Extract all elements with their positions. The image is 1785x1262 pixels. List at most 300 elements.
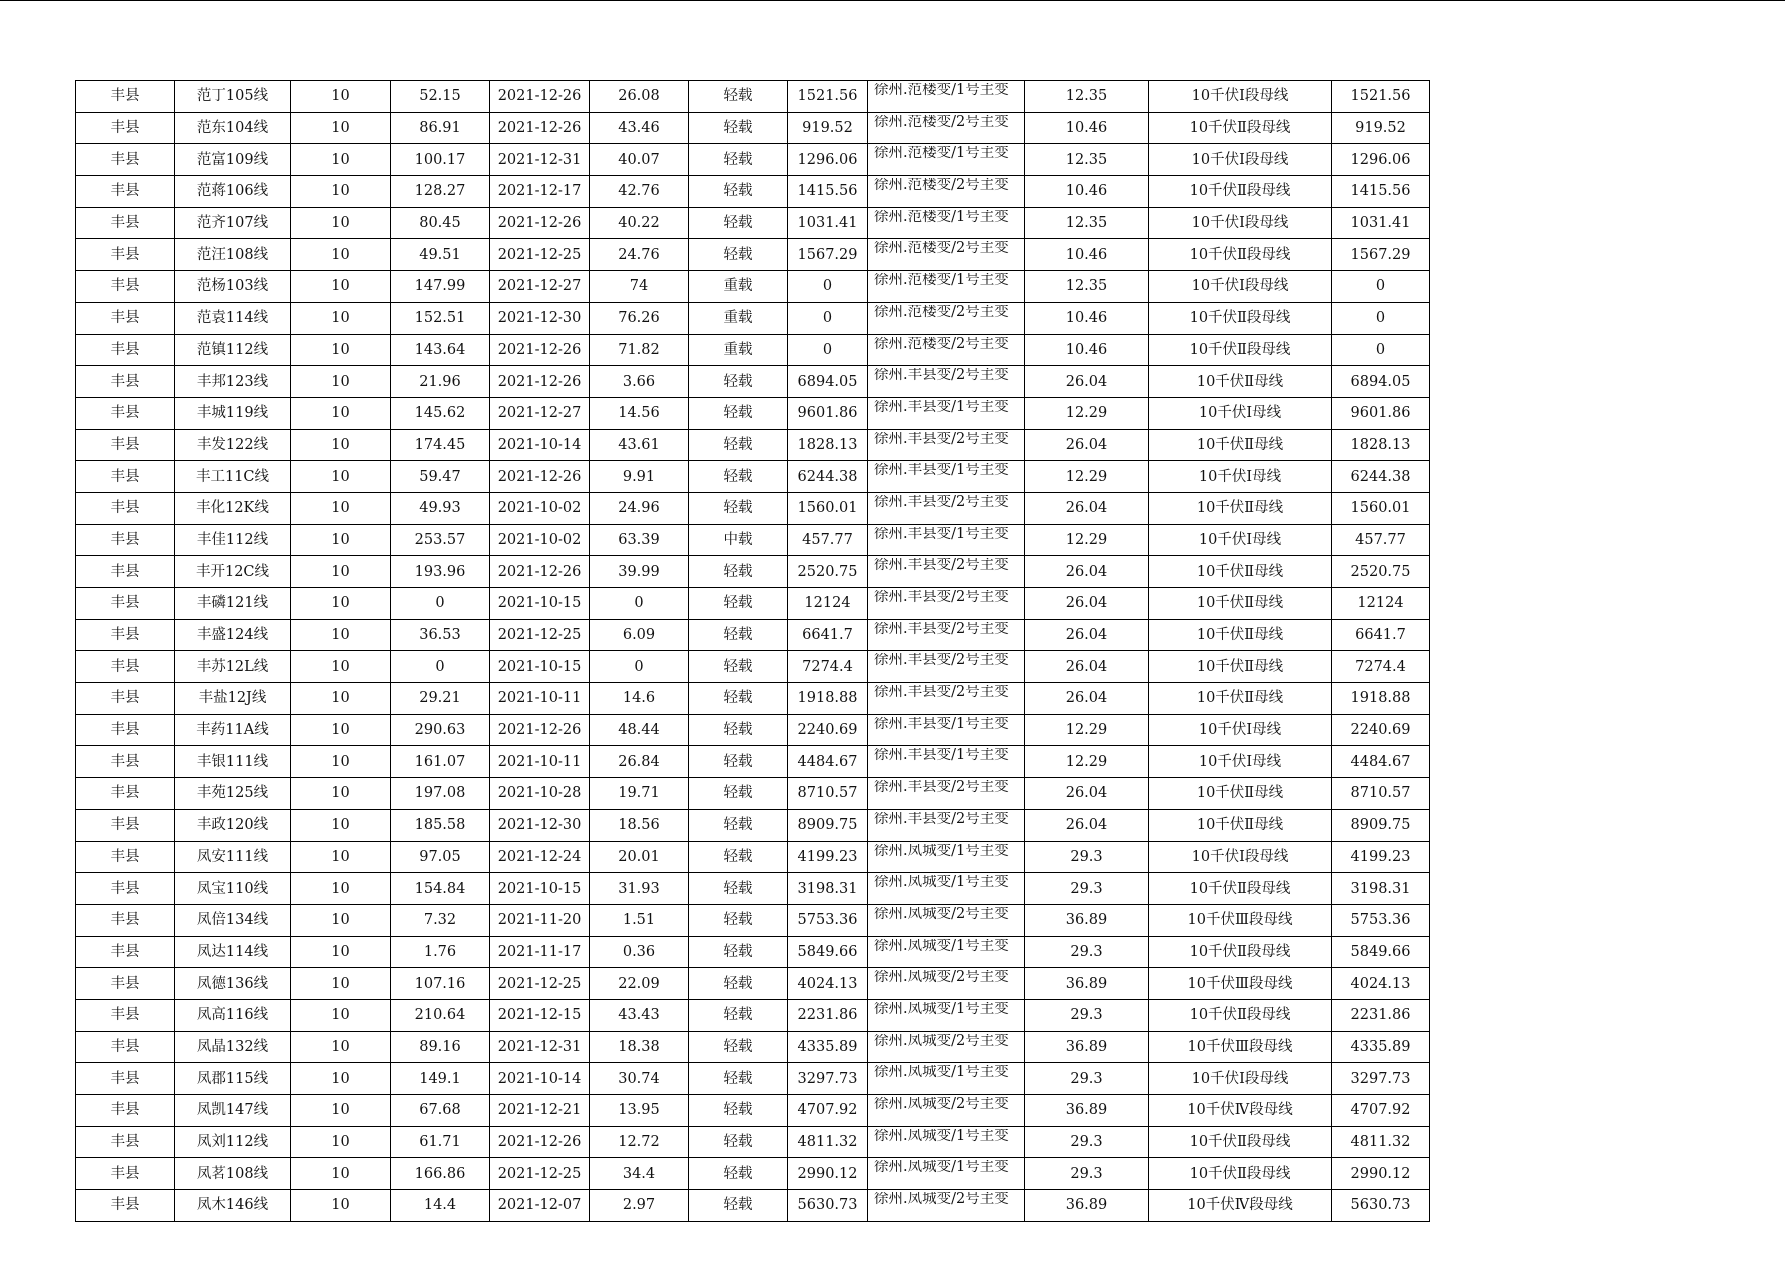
county-cell: 丰县 [76,714,175,746]
substation-text: 徐州.凤城变/2号主变 [874,1033,1009,1049]
busbar-cell: 10千伏Ⅲ段母线 [1149,1031,1332,1063]
substation-cell [868,873,1025,905]
busbar-cell: 10千伏Ⅱ段母线 [1149,334,1332,366]
load-rate-cell: 18.56 [590,809,689,841]
voltage-cell: 10 [291,429,391,461]
substation-text: 徐州.凤城变/2号主变 [874,1097,1009,1112]
capacity-cell: 2520.75 [788,556,868,588]
voltage-cell: 10 [291,683,391,715]
transformer-rate-cell: 36.89 [1025,904,1149,936]
load-rate-cell: 71.82 [590,334,689,366]
capacity-cell: 6244.38 [788,461,868,493]
current-cell: 147.99 [391,271,490,303]
transformer-rate-cell: 26.04 [1025,778,1149,810]
substation-text: 徐州.丰县变/2号主变 [874,653,1009,669]
transformer-rate-cell: 12.35 [1025,81,1149,113]
capacity-cell: 0 [788,334,868,366]
current-cell: 36.53 [391,619,490,651]
substation-cell [868,904,1025,936]
date-cell: 2021-12-26 [490,1126,590,1158]
county-cell: 丰县 [76,809,175,841]
date-cell: 2021-10-15 [490,651,590,683]
table-row [76,271,1430,303]
remaining-capacity-cell: 919.52 [1332,112,1430,144]
county-cell: 丰县 [76,1031,175,1063]
transformer-rate-cell: 36.89 [1025,1031,1149,1063]
county-cell: 丰县 [76,461,175,493]
county-cell: 丰县 [76,176,175,208]
date-cell: 2021-12-26 [490,81,590,113]
load-status-cell: 轻载 [689,619,788,651]
substation-text: 徐州.丰县变/2号主变 [874,621,1009,637]
current-cell: 210.64 [391,999,490,1031]
remaining-capacity-cell: 4811.32 [1332,1126,1430,1158]
current-cell: 174.45 [391,429,490,461]
voltage-cell: 10 [291,461,391,493]
transformer-rate-cell: 26.04 [1025,366,1149,398]
line-name-cell: 范蒋106线 [175,176,291,208]
current-cell: 29.21 [391,683,490,715]
voltage-cell: 10 [291,81,391,113]
county-cell: 丰县 [76,1190,175,1222]
transformer-rate-cell: 12.29 [1025,397,1149,429]
current-cell: 154.84 [391,873,490,905]
current-cell: 100.17 [391,144,490,176]
load-rate-cell: 34.4 [590,1158,689,1190]
busbar-cell: 10千伏Ⅰ段母线 [1149,144,1332,176]
date-cell: 2021-12-25 [490,619,590,651]
current-cell: 86.91 [391,112,490,144]
substation-cell [868,619,1025,651]
load-status-cell: 重载 [689,334,788,366]
top-border-line [0,0,1785,1]
voltage-cell: 10 [291,397,391,429]
substation-text: 徐州.凤城变/1号主变 [874,1001,1009,1017]
capacity-cell: 1296.06 [788,144,868,176]
line-name-cell: 凤安111线 [175,841,291,873]
busbar-cell: 10千伏Ⅱ段母线 [1149,239,1332,271]
substation-cell [868,651,1025,683]
substation-cell [868,144,1025,176]
load-status-cell: 轻载 [689,239,788,271]
table-row [76,714,1430,746]
current-cell: 67.68 [391,1095,490,1127]
load-rate-cell: 24.76 [590,239,689,271]
busbar-cell: 10千伏Ⅱ母线 [1149,588,1332,620]
busbar-cell: 10千伏Ⅱ母线 [1149,778,1332,810]
county-cell: 丰县 [76,968,175,1000]
substation-text: 徐州.丰县变/2号主变 [874,558,1009,574]
date-cell: 2021-12-26 [490,714,590,746]
load-rate-cell: 0 [590,588,689,620]
capacity-cell: 1560.01 [788,492,868,524]
substation-cell [868,1095,1025,1127]
table-row [76,1095,1430,1127]
substation-cell [868,683,1025,715]
date-cell: 2021-10-28 [490,778,590,810]
load-rate-cell: 0.36 [590,936,689,968]
current-cell: 128.27 [391,176,490,208]
line-name-cell: 丰工11C线 [175,461,291,493]
capacity-cell: 919.52 [788,112,868,144]
current-cell: 7.32 [391,904,490,936]
voltage-cell: 10 [291,334,391,366]
county-cell: 丰县 [76,778,175,810]
voltage-cell: 10 [291,1190,391,1222]
date-cell: 2021-10-15 [490,873,590,905]
date-cell: 2021-10-02 [490,492,590,524]
substation-text: 徐州.凤城变/2号主变 [874,906,1009,922]
remaining-capacity-cell: 0 [1332,334,1430,366]
substation-cell [868,841,1025,873]
county-cell: 丰县 [76,683,175,715]
load-rate-cell: 24.96 [590,492,689,524]
line-name-cell: 丰化12K线 [175,492,291,524]
capacity-cell: 0 [788,271,868,303]
substation-cell [868,778,1025,810]
busbar-cell: 10千伏Ⅰ母线 [1149,524,1332,556]
table-row [76,302,1430,334]
load-status-cell: 轻载 [689,588,788,620]
substation-cell [868,556,1025,588]
line-name-cell: 丰开12C线 [175,556,291,588]
line-name-cell: 范镇112线 [175,334,291,366]
line-name-cell: 凤木146线 [175,1190,291,1222]
line-name-cell: 丰磷121线 [175,588,291,620]
table-row [76,999,1430,1031]
line-name-cell: 范东104线 [175,112,291,144]
load-rate-cell: 9.91 [590,461,689,493]
transformer-rate-cell: 26.04 [1025,588,1149,620]
line-name-cell: 凤宝110线 [175,873,291,905]
capacity-cell: 1828.13 [788,429,868,461]
line-name-cell: 范富109线 [175,144,291,176]
substation-text: 徐州.丰县变/2号主变 [874,368,1009,384]
remaining-capacity-cell: 9601.86 [1332,397,1430,429]
transformer-rate-cell: 12.29 [1025,714,1149,746]
feeder-load-table [75,80,1430,1222]
county-cell: 丰县 [76,334,175,366]
transformer-rate-cell: 10.46 [1025,302,1149,334]
county-cell: 丰县 [76,651,175,683]
capacity-cell: 1918.88 [788,683,868,715]
load-rate-cell: 30.74 [590,1063,689,1095]
line-name-cell: 范袁114线 [175,302,291,334]
remaining-capacity-cell: 1918.88 [1332,683,1430,715]
voltage-cell: 10 [291,588,391,620]
busbar-cell: 10千伏Ⅱ段母线 [1149,112,1332,144]
remaining-capacity-cell: 4335.89 [1332,1031,1430,1063]
substation-text: 徐州.凤城变/2号主变 [874,1192,1009,1208]
date-cell: 2021-12-27 [490,271,590,303]
line-name-cell: 凤茗108线 [175,1158,291,1190]
capacity-cell: 2990.12 [788,1158,868,1190]
load-status-cell: 轻载 [689,841,788,873]
table-row [76,873,1430,905]
date-cell: 2021-10-14 [490,429,590,461]
load-rate-cell: 3.66 [590,366,689,398]
remaining-capacity-cell: 6894.05 [1332,366,1430,398]
substation-cell [868,968,1025,1000]
date-cell: 2021-12-26 [490,207,590,239]
capacity-cell: 8909.75 [788,809,868,841]
current-cell: 185.58 [391,809,490,841]
substation-text: 徐州.凤城变/1号主变 [874,843,1009,859]
table-row [76,176,1430,208]
load-status-cell: 轻载 [689,683,788,715]
transformer-rate-cell: 12.35 [1025,144,1149,176]
date-cell: 2021-12-25 [490,1158,590,1190]
table-row [76,144,1430,176]
capacity-cell: 7274.4 [788,651,868,683]
transformer-rate-cell: 29.3 [1025,999,1149,1031]
substation-cell [868,1063,1025,1095]
load-status-cell: 轻载 [689,461,788,493]
current-cell: 80.45 [391,207,490,239]
substation-text: 徐州.丰县变/2号主变 [874,685,1009,701]
voltage-cell: 10 [291,1126,391,1158]
load-status-cell: 轻载 [689,112,788,144]
substation-cell [868,207,1025,239]
county-cell: 丰县 [76,1158,175,1190]
substation-text: 徐州.丰县变/2号主变 [874,590,1009,605]
substation-text: 徐州.凤城变/1号主变 [874,1160,1009,1176]
load-status-cell: 轻载 [689,492,788,524]
county-cell: 丰县 [76,999,175,1031]
line-name-cell: 凤倍134线 [175,904,291,936]
line-name-cell: 丰邦123线 [175,366,291,398]
load-status-cell: 轻载 [689,81,788,113]
table-row [76,809,1430,841]
remaining-capacity-cell: 0 [1332,302,1430,334]
busbar-cell: 10千伏Ⅱ母线 [1149,809,1332,841]
remaining-capacity-cell: 6244.38 [1332,461,1430,493]
transformer-rate-cell: 10.46 [1025,176,1149,208]
current-cell: 107.16 [391,968,490,1000]
voltage-cell: 10 [291,619,391,651]
remaining-capacity-cell: 5630.73 [1332,1190,1430,1222]
remaining-capacity-cell: 4484.67 [1332,746,1430,778]
load-status-cell: 轻载 [689,1095,788,1127]
remaining-capacity-cell: 4024.13 [1332,968,1430,1000]
remaining-capacity-cell: 1031.41 [1332,207,1430,239]
line-name-cell: 丰政120线 [175,809,291,841]
busbar-cell: 10千伏Ⅱ母线 [1149,651,1332,683]
voltage-cell: 10 [291,746,391,778]
date-cell: 2021-12-26 [490,366,590,398]
date-cell: 2021-10-11 [490,746,590,778]
table-row [76,1031,1430,1063]
date-cell: 2021-12-24 [490,841,590,873]
voltage-cell: 10 [291,968,391,1000]
load-status-cell: 轻载 [689,809,788,841]
busbar-cell: 10千伏Ⅲ段母线 [1149,904,1332,936]
busbar-cell: 10千伏Ⅱ母线 [1149,492,1332,524]
substation-text: 徐州.范楼变/1号主变 [874,83,1009,98]
substation-text: 徐州.凤城变/1号主变 [874,938,1009,954]
current-cell: 152.51 [391,302,490,334]
line-name-cell: 丰苏12L线 [175,651,291,683]
capacity-cell: 457.77 [788,524,868,556]
county-cell: 丰县 [76,144,175,176]
busbar-cell: 10千伏Ⅰ母线 [1149,397,1332,429]
load-status-cell: 轻载 [689,651,788,683]
capacity-cell: 4335.89 [788,1031,868,1063]
county-cell: 丰县 [76,619,175,651]
remaining-capacity-cell: 12124 [1332,588,1430,620]
load-rate-cell: 13.95 [590,1095,689,1127]
voltage-cell: 10 [291,904,391,936]
date-cell: 2021-10-14 [490,1063,590,1095]
capacity-cell: 3297.73 [788,1063,868,1095]
voltage-cell: 10 [291,936,391,968]
remaining-capacity-cell: 5849.66 [1332,936,1430,968]
voltage-cell: 10 [291,144,391,176]
load-rate-cell: 40.22 [590,207,689,239]
county-cell: 丰县 [76,239,175,271]
load-rate-cell: 43.61 [590,429,689,461]
load-rate-cell: 26.84 [590,746,689,778]
remaining-capacity-cell: 8909.75 [1332,809,1430,841]
substation-cell [868,366,1025,398]
transformer-rate-cell: 26.04 [1025,492,1149,524]
table-row [76,1190,1430,1222]
voltage-cell: 10 [291,556,391,588]
capacity-cell: 12124 [788,588,868,620]
load-rate-cell: 6.09 [590,619,689,651]
load-status-cell: 轻载 [689,968,788,1000]
substation-cell [868,397,1025,429]
remaining-capacity-cell: 1296.06 [1332,144,1430,176]
transformer-rate-cell: 29.3 [1025,1063,1149,1095]
voltage-cell: 10 [291,492,391,524]
date-cell: 2021-12-30 [490,809,590,841]
load-status-cell: 重载 [689,271,788,303]
line-name-cell: 丰城119线 [175,397,291,429]
capacity-cell: 6641.7 [788,619,868,651]
remaining-capacity-cell: 6641.7 [1332,619,1430,651]
busbar-cell: 10千伏Ⅱ母线 [1149,556,1332,588]
table-row [76,588,1430,620]
remaining-capacity-cell: 2231.86 [1332,999,1430,1031]
substation-cell [868,176,1025,208]
load-status-cell: 轻载 [689,936,788,968]
busbar-cell: 10千伏Ⅳ段母线 [1149,1190,1332,1222]
substation-cell [868,1158,1025,1190]
line-name-cell: 丰药11A线 [175,714,291,746]
load-status-cell: 轻载 [689,714,788,746]
substation-text: 徐州.范楼变/2号主变 [874,114,1009,130]
transformer-rate-cell: 29.3 [1025,1126,1149,1158]
capacity-cell: 5753.36 [788,904,868,936]
substation-cell [868,112,1025,144]
load-rate-cell: 48.44 [590,714,689,746]
load-rate-cell: 0 [590,651,689,683]
voltage-cell: 10 [291,651,391,683]
date-cell: 2021-12-26 [490,461,590,493]
remaining-capacity-cell: 0 [1332,271,1430,303]
line-name-cell: 凤刘112线 [175,1126,291,1158]
line-name-cell: 范齐107线 [175,207,291,239]
voltage-cell: 10 [291,176,391,208]
date-cell: 2021-11-20 [490,904,590,936]
county-cell: 丰县 [76,429,175,461]
capacity-cell: 5849.66 [788,936,868,968]
substation-text: 徐州.丰县变/2号主变 [874,431,1009,447]
substation-text: 徐州.丰县变/1号主变 [874,399,1009,415]
substation-cell [868,429,1025,461]
line-name-cell: 凤德136线 [175,968,291,1000]
transformer-rate-cell: 36.89 [1025,968,1149,1000]
county-cell: 丰县 [76,556,175,588]
capacity-cell: 5630.73 [788,1190,868,1222]
county-cell: 丰县 [76,746,175,778]
table-row [76,1126,1430,1158]
remaining-capacity-cell: 7274.4 [1332,651,1430,683]
voltage-cell: 10 [291,207,391,239]
line-name-cell: 凤晶132线 [175,1031,291,1063]
capacity-cell: 4199.23 [788,841,868,873]
table-row [76,968,1430,1000]
current-cell: 145.62 [391,397,490,429]
current-cell: 253.57 [391,524,490,556]
date-cell: 2021-12-15 [490,999,590,1031]
remaining-capacity-cell: 4707.92 [1332,1095,1430,1127]
date-cell: 2021-10-15 [490,588,590,620]
load-status-cell: 轻载 [689,207,788,239]
line-name-cell: 凤郡115线 [175,1063,291,1095]
current-cell: 193.96 [391,556,490,588]
voltage-cell: 10 [291,366,391,398]
transformer-rate-cell: 10.46 [1025,334,1149,366]
load-status-cell: 轻载 [689,778,788,810]
current-cell: 14.4 [391,1190,490,1222]
date-cell: 2021-12-21 [490,1095,590,1127]
busbar-cell: 10千伏Ⅰ母线 [1149,714,1332,746]
substation-cell [868,1031,1025,1063]
county-cell: 丰县 [76,841,175,873]
transformer-rate-cell: 36.89 [1025,1095,1149,1127]
voltage-cell: 10 [291,1095,391,1127]
substation-cell [868,999,1025,1031]
substation-text: 徐州.丰县变/2号主变 [874,780,1009,796]
table-row [76,619,1430,651]
table-row [76,429,1430,461]
date-cell: 2021-12-31 [490,1031,590,1063]
substation-cell [868,524,1025,556]
line-name-cell: 丰银111线 [175,746,291,778]
substation-cell [868,588,1025,620]
busbar-cell: 10千伏Ⅰ段母线 [1149,841,1332,873]
current-cell: 149.1 [391,1063,490,1095]
load-rate-cell: 40.07 [590,144,689,176]
voltage-cell: 10 [291,271,391,303]
substation-cell [868,461,1025,493]
current-cell: 97.05 [391,841,490,873]
capacity-cell: 2240.69 [788,714,868,746]
substation-cell [868,271,1025,303]
county-cell: 丰县 [76,302,175,334]
load-status-cell: 轻载 [689,1190,788,1222]
voltage-cell: 10 [291,112,391,144]
line-name-cell: 凤达114线 [175,936,291,968]
substation-text: 徐州.范楼变/2号主变 [874,304,1009,320]
load-status-cell: 轻载 [689,366,788,398]
table-row [76,841,1430,873]
county-cell: 丰县 [76,492,175,524]
substation-text: 徐州.范楼变/2号主变 [874,336,1009,352]
current-cell: 0 [391,588,490,620]
